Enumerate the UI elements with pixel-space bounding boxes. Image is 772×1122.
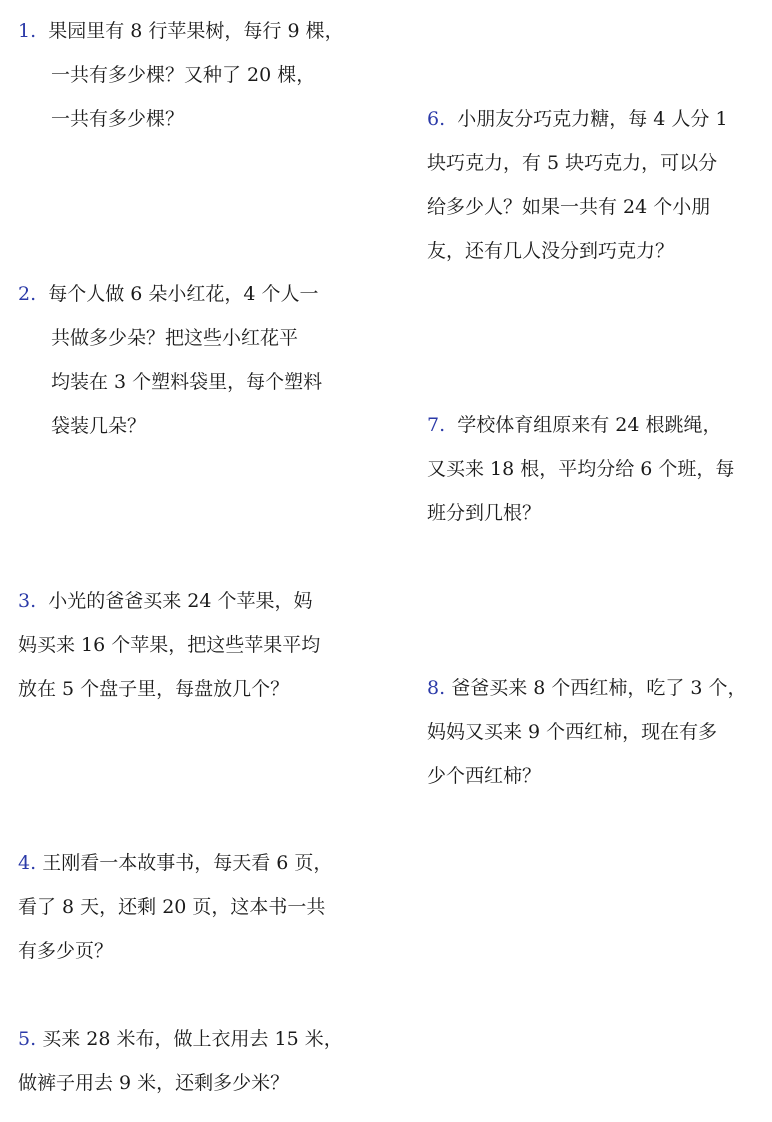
problem-line: 少个西红柿？ bbox=[427, 765, 542, 787]
problem-line bbox=[18, 579, 320, 623]
problem-number: 5. bbox=[18, 1028, 37, 1050]
problem-line: 放在 5 个盘子里，每盘放几个？ bbox=[18, 678, 290, 700]
problem-5 bbox=[18, 1017, 343, 1105]
problem-line: 块巧克力，有 5 块巧克力，可以分 bbox=[427, 152, 718, 174]
problem-line: 一共有多少棵？ bbox=[51, 108, 185, 130]
problem-line: 做裤子用去 9 米，还剩多少米？ bbox=[18, 1072, 290, 1094]
problem-8 bbox=[427, 666, 747, 798]
problem-line bbox=[18, 1017, 343, 1061]
problem-1 bbox=[18, 9, 344, 141]
problem-number: 8. bbox=[427, 677, 446, 699]
problem-text: 买来 28 米布，做上衣用去 15 米， bbox=[42, 1028, 343, 1050]
problem-number: 1. bbox=[18, 20, 37, 42]
problem-text: 果园里有 8 行苹果树，每行 9 棵， bbox=[48, 20, 344, 42]
problem-2 bbox=[18, 272, 322, 448]
problem-text: 小朋友分巧克力糖，每 4 人分 1 bbox=[457, 108, 728, 130]
problem-line bbox=[18, 9, 344, 53]
problem-4 bbox=[18, 841, 332, 973]
problem-line: 给多少人？如果一共有 24 个小朋 bbox=[427, 196, 711, 218]
problem-text: 每个人做 6 朵小红花，4 个人一 bbox=[48, 283, 319, 305]
problem-number: 2. bbox=[18, 283, 37, 305]
problem-7 bbox=[427, 403, 734, 535]
problem-number: 3. bbox=[18, 590, 37, 612]
problem-line: 袋装几朵？ bbox=[51, 415, 147, 437]
problem-text: 王刚看一本故事书，每天看 6 页， bbox=[42, 852, 333, 874]
problem-line bbox=[18, 841, 332, 885]
problem-line: 妈买来 16 个苹果，把这些苹果平均 bbox=[18, 634, 321, 656]
problem-text: 学校体育组原来有 24 根跳绳， bbox=[457, 414, 722, 436]
problem-number: 7. bbox=[427, 414, 446, 436]
problem-line: 妈妈又买来 9 个西红柿，现在有多 bbox=[427, 721, 718, 743]
problem-6 bbox=[427, 97, 728, 273]
problem-line: 又买来 18 根，平均分给 6 个班，每 bbox=[427, 458, 735, 480]
problem-line bbox=[427, 97, 728, 141]
problem-line bbox=[427, 403, 734, 447]
problem-number: 6. bbox=[427, 108, 446, 130]
problem-text: 爸爸买来 8 个西红柿，吃了 3 个， bbox=[451, 677, 747, 699]
problem-line: 有多少页？ bbox=[18, 940, 114, 962]
problem-line: 共做多少朵？把这些小红花平 bbox=[51, 327, 299, 349]
problem-number: 4. bbox=[18, 852, 37, 874]
problem-line: 友，还有几人没分到巧克力？ bbox=[427, 240, 675, 262]
problem-line: 一共有多少棵？又种了 20 棵， bbox=[51, 64, 316, 86]
problem-3 bbox=[18, 579, 320, 711]
problem-line: 看了 8 天，还剩 20 页，这本书一共 bbox=[18, 896, 326, 918]
problem-line bbox=[427, 666, 747, 710]
problem-line: 均装在 3 个塑料袋里，每个塑料 bbox=[51, 371, 323, 393]
problem-line bbox=[18, 272, 322, 316]
problem-line: 班分到几根？ bbox=[427, 502, 542, 524]
problem-text: 小光的爸爸买来 24 个苹果，妈 bbox=[48, 590, 313, 612]
